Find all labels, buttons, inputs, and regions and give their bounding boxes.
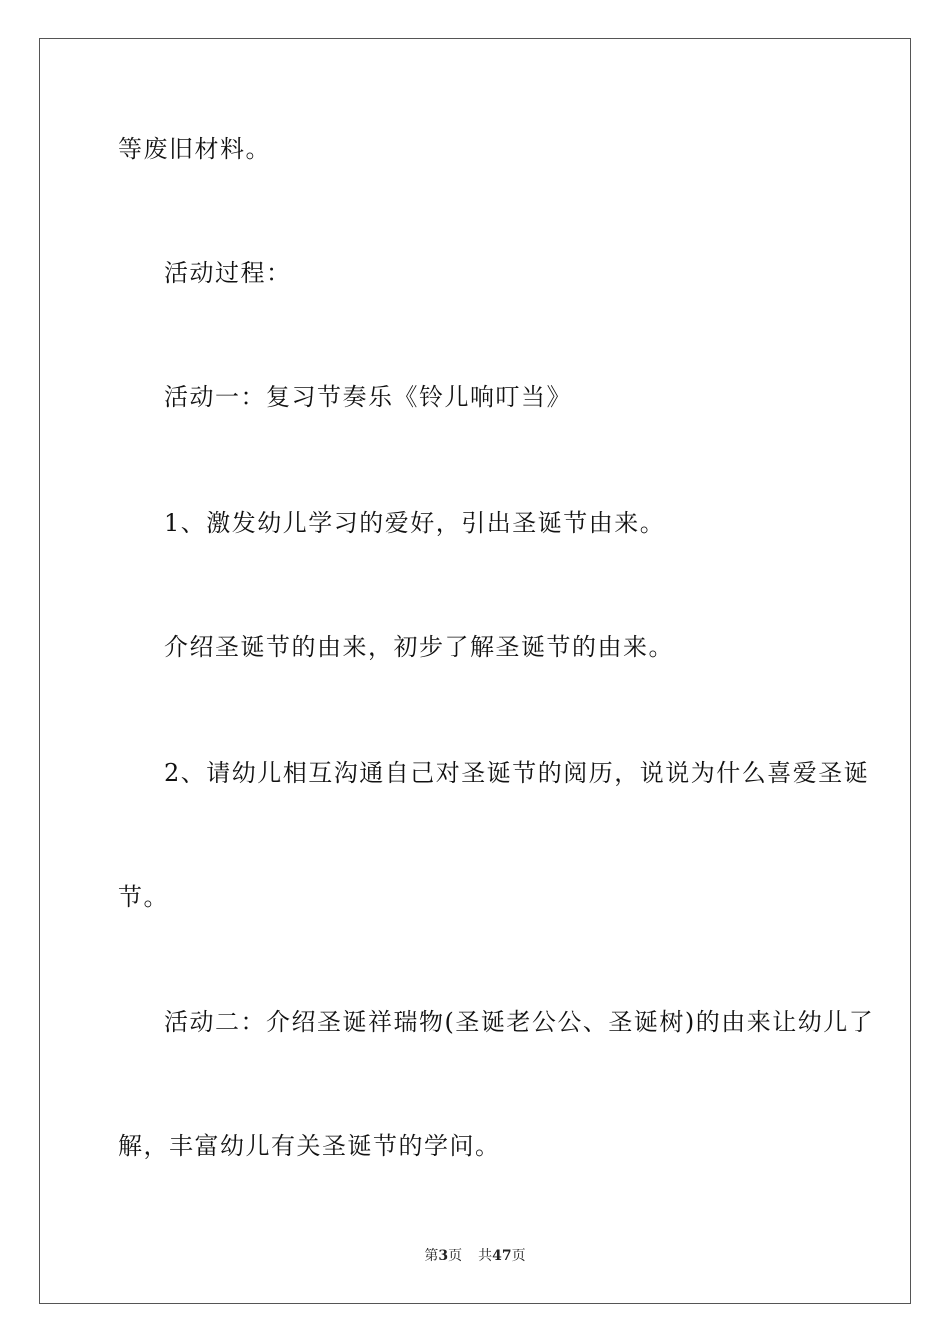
page-number: 3 [438, 1248, 449, 1264]
page-frame [39, 38, 911, 1304]
page-suffix: 页 [448, 1248, 463, 1264]
text-line-7: 节。 [118, 883, 169, 911]
text-line-8: 活动二：介绍圣诞祥瑞物(圣诞老公公、圣诞树)的由来让幼儿了 [164, 1008, 875, 1036]
total-pages: 47 [492, 1248, 512, 1264]
text-line-2: 活动过程： [164, 259, 292, 287]
text-line-9: 解，丰富幼儿有关圣诞节的学问。 [118, 1132, 501, 1160]
text-line-1: 等废旧材料。 [118, 135, 271, 163]
page-footer [0, 1247, 950, 1265]
total-suffix: 页 [511, 1248, 526, 1264]
page-prefix: 第 [424, 1248, 439, 1264]
text-line-4: 1、激发幼儿学习的爱好，引出圣诞节由来。 [164, 509, 666, 537]
total-prefix: 共 [478, 1248, 493, 1264]
text-line-5: 介绍圣诞节的由来，初步了解圣诞节的由来。 [164, 633, 674, 661]
text-line-3: 活动一：复习节奏乐《铃儿响叮当》 [164, 383, 572, 411]
text-line-6: 2、请幼儿相互沟通自己对圣诞节的阅历，说说为什么喜爱圣诞 [164, 759, 870, 787]
